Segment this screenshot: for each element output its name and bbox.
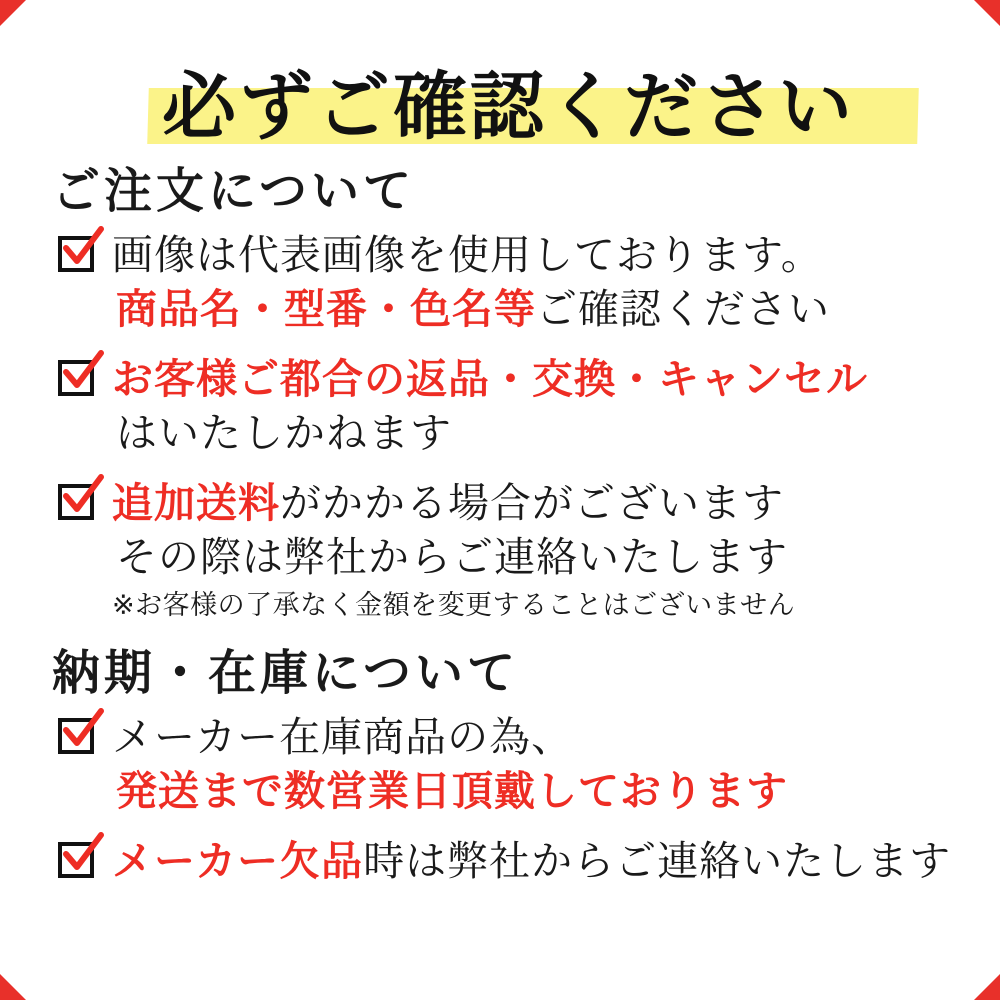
notice-line: はいたしかねます [116, 409, 452, 457]
notice-line: 画像は代表画像を使用しております。 [112, 231, 823, 279]
notice-line-emphasis: 発送まで数営業日頂戴しております [116, 767, 788, 815]
notice-item-text [112, 352, 960, 460]
notice-footnote: ※お客様の了承なく金額を変更することはございません [112, 590, 796, 621]
notice-line-rest: がかかる場合がございます [280, 479, 784, 527]
checkbox-checked-icon [56, 838, 102, 884]
section-delivery-stock [44, 642, 960, 888]
notice-item [44, 228, 960, 336]
page-title: 必ずご確認ください [162, 64, 855, 150]
notice-line-rest: 時は弊社からご連絡いたします [363, 837, 952, 885]
checkbox-checked-icon [56, 714, 102, 760]
notice-line: メーカー在庫商品の為、 [112, 713, 574, 761]
section-orders [44, 160, 960, 626]
notice-line-emphasis: 追加送料 [112, 479, 280, 527]
page-title-block [44, 44, 960, 150]
checkbox-checked-icon [56, 480, 102, 526]
notice-item [44, 834, 960, 888]
notice-line [116, 764, 960, 818]
section-heading-orders: ご注文について [52, 163, 416, 219]
notice-item-text [112, 228, 960, 336]
notice-line-rest: ご確認ください [536, 285, 830, 333]
notice-item-text [112, 476, 960, 626]
notice-item-text [112, 710, 960, 818]
notice-line-emphasis: メーカー欠品 [112, 837, 364, 885]
notice-line-emphasis: お客様ご都合の返品・交換・キャンセル [112, 355, 868, 403]
notice-line [116, 282, 960, 336]
notice-line [112, 476, 960, 530]
section-heading-delivery-stock: 納期・在庫について [52, 645, 520, 701]
notice-line [112, 352, 960, 406]
notice-item [44, 710, 960, 818]
notice-line [112, 834, 960, 888]
notice-line-emphasis: 商品名・型番・色名等 [116, 285, 536, 333]
notice-item [44, 476, 960, 626]
checkbox-checked-icon [56, 356, 102, 402]
notice-item-text [112, 834, 960, 888]
notice-line: その際は弊社からご連絡いたします [116, 533, 788, 581]
notice-item [44, 352, 960, 460]
checkbox-checked-icon [56, 232, 102, 278]
